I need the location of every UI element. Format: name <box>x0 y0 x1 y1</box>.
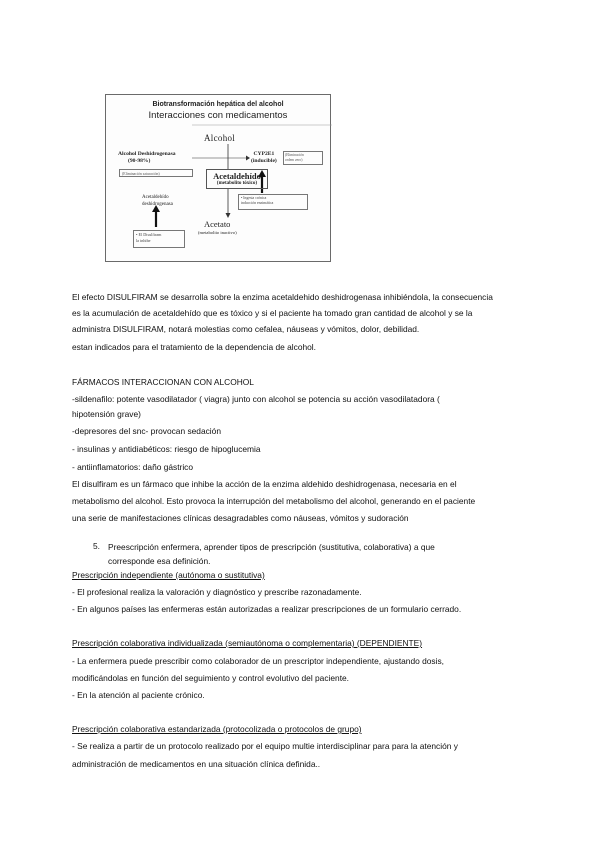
item5-line-2: corresponde esa definición. <box>108 556 211 566</box>
intro-line-4: estan indicados para el tratamiento de la dependencia de alcohol. <box>72 342 316 352</box>
metabolism-figure <box>105 94 331 262</box>
figure-acetate-sub: (metabolito inactivo) <box>198 230 237 235</box>
standardized-heading: Prescripción colaborativa estandarizada (protocolizada o protocolos de grupo) <box>72 724 362 734</box>
interactions-line-5: - antiinflamatorios: daño gástrico <box>72 462 194 472</box>
figure-cyp-label: CYP2E1 (inducible) <box>251 151 277 164</box>
collaborative-line-2: modificándolas en función del seguimiento y control evolutivo del paciente. <box>72 673 350 683</box>
interactions-line-3: -depresores del snc- provocan sedación <box>72 426 221 436</box>
interactions-line-7: metabolismo del alcohol. Esto provoca la interrupción del metabolismo del alcohol, generando en el paciente <box>72 496 476 506</box>
standardized-line-2: administración de medicamentos en una situación clínica definida.. <box>72 759 321 769</box>
collaborative-line-1: - La enfermera puede prescribir como colaborador de un prescriptor independiente, ajustando dosis, <box>72 656 444 666</box>
interactions-line-1: -sildenafilo: potente vasodilatador ( viagra) junto con alcohol se potencia su acción vasodilatadora ( <box>72 394 440 404</box>
intro-line-3: administra DISULFIRAM, notará molestias como cefalea, náuseas y vómitos, dolor, debilidad. <box>72 324 420 334</box>
figure-alcohol-label: Alcohol <box>204 133 236 143</box>
figure-subtitle: Biotransformación hepática del alcohol <box>152 101 284 108</box>
figure-title: Interacciones con medicamentos <box>148 110 288 121</box>
independent-line-2: - En algunos países las enfermeras están autorizadas a realizar prescripciones de un formulario cerrado. <box>72 604 462 614</box>
independent-line-1: - El profesional realiza la valoración y diagnóstico y prescribe razonadamente. <box>72 587 362 597</box>
independent-heading: Prescripción independiente (autónoma o sustitutiva) <box>72 570 265 580</box>
list-number-5: 5. <box>93 541 100 551</box>
standardized-line-1: - Se realiza a partir de un protocolo realizado por el equipo multie interdisciplinar para para la atención y <box>72 741 458 751</box>
figure-saturation-box: (Eliminación saturación) <box>119 169 193 177</box>
interactions-heading: FÁRMACOS INTERACCIONAN CON ALCOHOL <box>72 377 254 387</box>
figure-acetate-label: Acetato <box>204 219 231 229</box>
figure-acetaldehyde-box: Acetaldehído (metabolito tóxico) <box>206 169 268 189</box>
interactions-line-4: - insulinas y antidiabéticos: riesgo de hipoglucemia <box>72 444 261 454</box>
figure-disulfiram-box: • El Disulfiram la inhibe <box>133 230 185 248</box>
figure-induction-box: • Ingesta crónica inducción enzimática <box>238 194 308 210</box>
intro-line-1: El efecto DISULFIRAM se desarrolla sobre la enzima acetaldehido deshidrogenasa inhibiéndola, la consecuencia <box>72 292 493 302</box>
figure-elimination-box: (Eliminación ordem zero) <box>283 151 323 165</box>
collaborative-line-3: - En la atención al paciente crónico. <box>72 690 205 700</box>
intro-line-2: es la acumulación de acetaldehído que es tóxico y si el paciente ha tomado gran cantidad de alcohol y se la <box>72 308 473 318</box>
interactions-line-2: hipotensión grave) <box>72 409 141 419</box>
interactions-line-8: una serie de manifestaciones clínicas desagradables como náuseas, vómitos y sudoración <box>72 513 409 523</box>
figure-aldh-label: Acetaldehído deshidrogenasa <box>142 195 173 207</box>
figure-adh-label: Alcohol Deshidrogenasa (90-98%) <box>118 151 176 164</box>
item5-line-1: Preescripción enfermera, aprender tipos de prescripción (sustitutiva, colaborativa) a que <box>108 542 435 552</box>
collaborative-heading: Prescripción colaborativa individualizada (semiautónoma o complementaria) (DEPENDIENTE) <box>72 638 423 648</box>
interactions-line-6: El disulfiram es un fármaco que inhibe la acción de la enzima aldehido deshidrogenasa, necesaria en el <box>72 479 457 489</box>
